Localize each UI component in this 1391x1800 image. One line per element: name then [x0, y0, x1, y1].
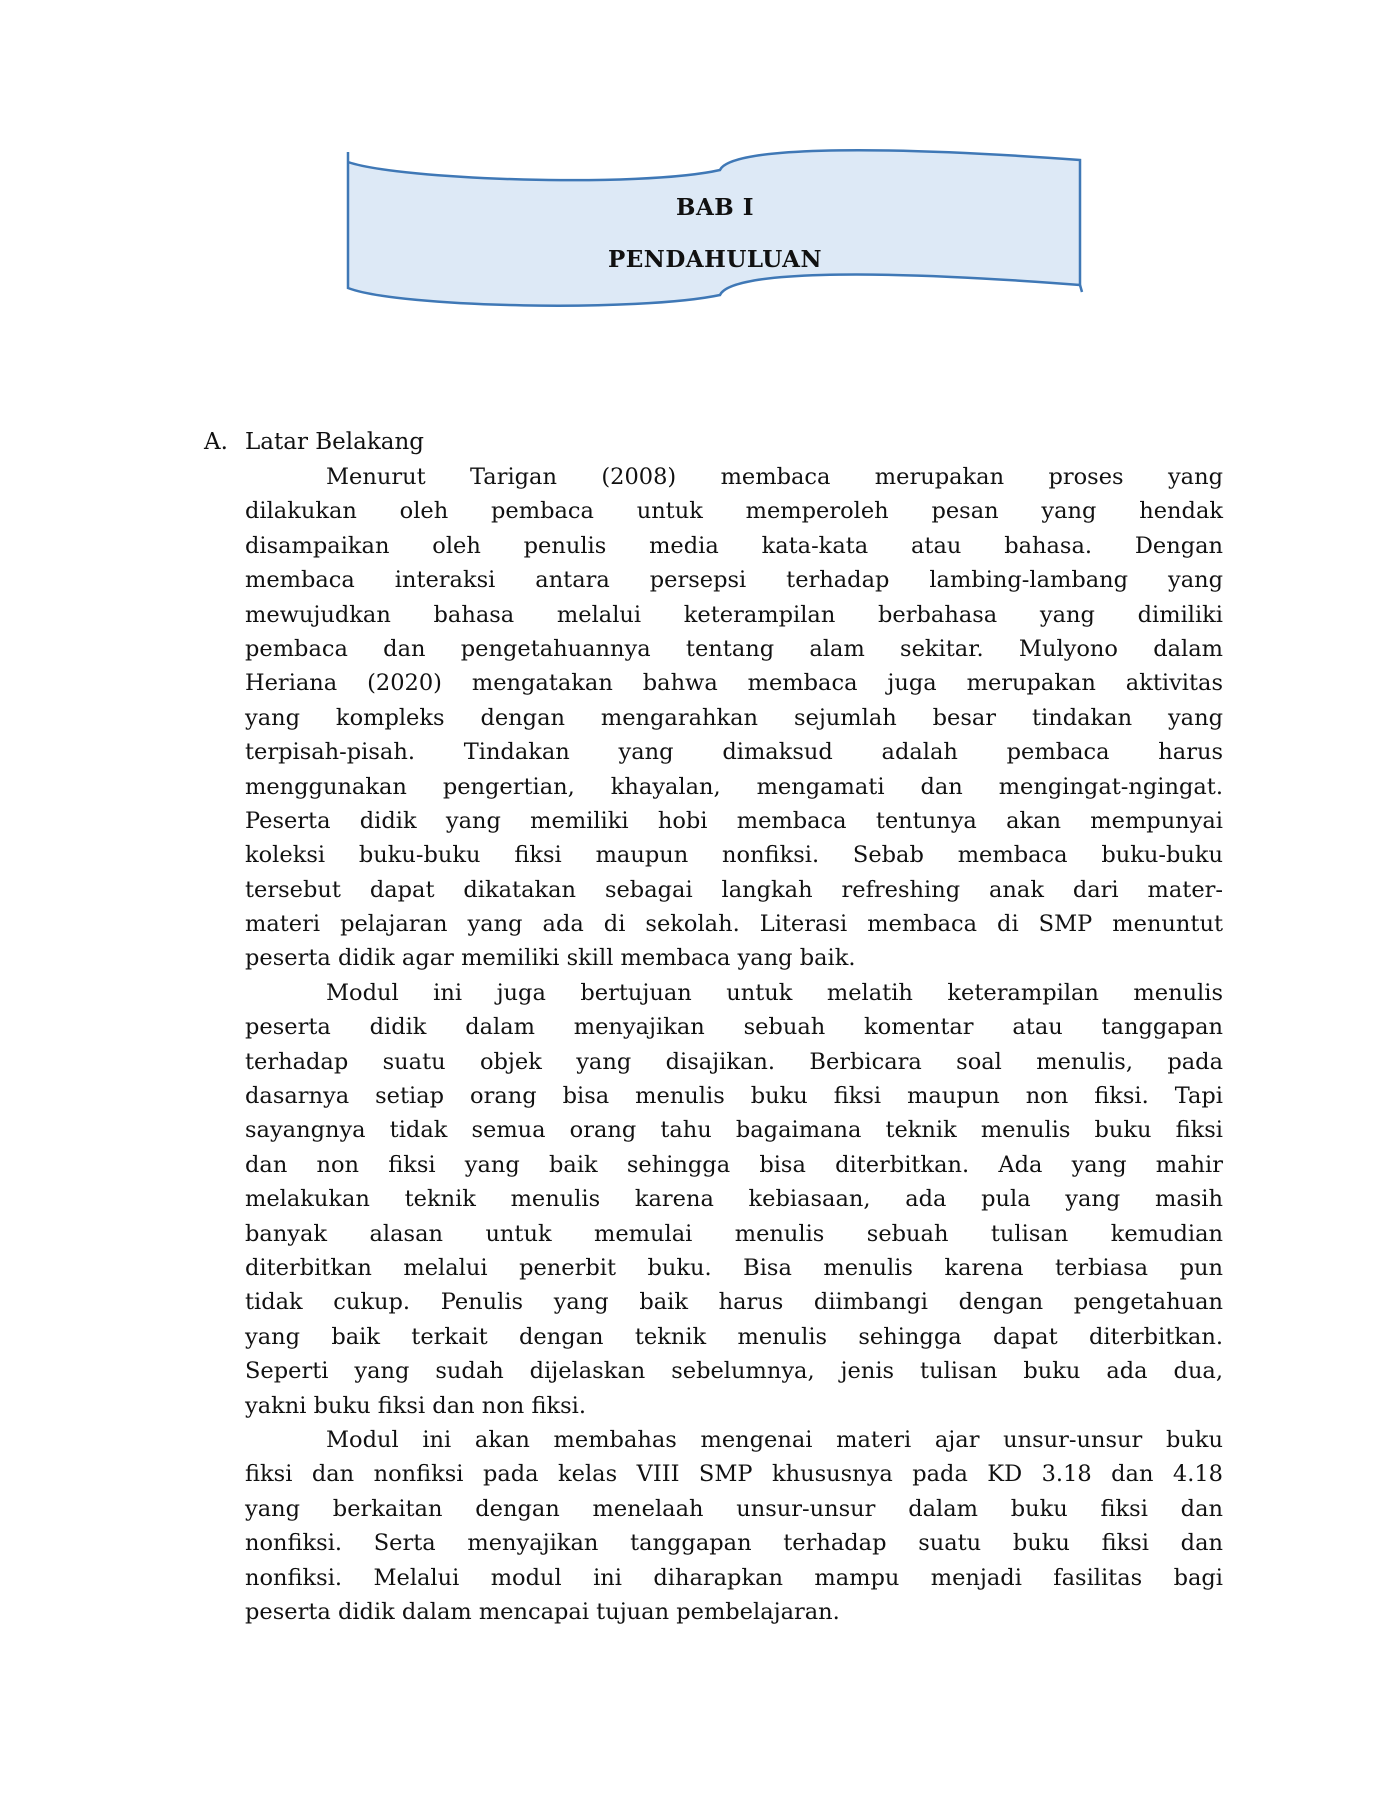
paragraph [245, 1423, 1223, 1629]
text-line: Menurut Tarigan (2008) membaca merupakan proses yang [326, 464, 1223, 490]
text-line: terhadap suatu objek yang disajikan. Berbicara soal menulis, pada [245, 1048, 1223, 1075]
text-line: Peserta didik yang memiliki hobi membaca tentunya akan mempunyai [245, 807, 1223, 834]
section-title: Latar Belakang [245, 429, 425, 455]
chapter-number: BAB I [676, 194, 754, 221]
text-line: dilakukan oleh pembaca untuk memperoleh pesan yang hendak [245, 498, 1223, 525]
section-number: A. [204, 429, 228, 455]
text-line: tidak cukup. Penulis yang baik harus diimbangi dengan pengetahuan [245, 1289, 1223, 1316]
text-line: Modul ini juga bertujuan untuk melatih keterampilan menulis [326, 979, 1223, 1006]
text-line: nonfiksi. Melalui modul ini diharapkan mampu menjadi fasilitas bagi [245, 1564, 1223, 1591]
text-line: nonfiksi. Serta menyajikan tanggapan terhadap suatu buku fiksi dan [245, 1530, 1223, 1557]
text-line: terpisah-pisah. Tindakan yang dimaksud adalah pembaca harus [245, 739, 1223, 766]
text-line: yakni buku fiksi dan non fiksi. [245, 1392, 586, 1419]
text-line: peserta didik agar memiliki skill membaca yang baik. [245, 945, 856, 972]
text-line: disampaikan oleh penulis media kata-kata atau bahasa. Dengan [245, 532, 1223, 559]
chapter-banner [340, 140, 1090, 340]
text-line: yang berkaitan dengan menelaah unsur-unsur dalam buku fiksi dan [245, 1495, 1223, 1522]
body-text [245, 460, 1223, 1629]
text-line: materi pelajaran yang ada di sekolah. Literasi membaca di SMP menuntut [245, 911, 1223, 938]
text-line: melakukan teknik menulis karena kebiasaan, ada pula yang masih [245, 1186, 1223, 1213]
text-line: pembaca dan pengetahuannya tentang alam sekitar. Mulyono dalam [245, 635, 1223, 662]
text-line: yang baik terkait dengan teknik menulis sehingga dapat diterbitkan. [245, 1323, 1223, 1350]
text-line: banyak alasan untuk memulai menulis sebuah tulisan kemudian [245, 1220, 1223, 1247]
paragraph [245, 460, 1223, 976]
text-line: Heriana (2020) mengatakan bahwa membaca juga merupakan aktivitas [245, 670, 1223, 697]
text-line: membaca interaksi antara persepsi terhadap lambing-lambang yang [245, 567, 1223, 594]
section-heading [204, 425, 424, 459]
banner-shape [340, 140, 1090, 340]
text-line: diterbitkan melalui penerbit buku. Bisa menulis karena terbiasa pun [245, 1254, 1223, 1281]
text-line: Modul ini akan membahas mengenai materi ajar unsur-unsur buku [326, 1426, 1223, 1453]
text-line: dan non fiksi yang baik sehingga bisa diterbitkan. Ada yang mahir [245, 1151, 1223, 1178]
text-line: yang kompleks dengan mengarahkan sejumlah besar tindakan yang [245, 704, 1223, 731]
text-line: mewujudkan bahasa melalui keterampilan berbahasa yang dimiliki [245, 601, 1223, 628]
text-line: Seperti yang sudah dijelaskan sebelumnya, jenis tulisan buku ada dua, [245, 1358, 1223, 1385]
text-line: peserta didik dalam menyajikan sebuah komentar atau tanggapan [245, 1014, 1223, 1041]
text-line: fiksi dan nonfiksi pada kelas VIII SMP khususnya pada KD 3.18 dan 4.18 [245, 1461, 1223, 1488]
chapter-title: PENDAHULUAN [607, 246, 823, 273]
text-line: menggunakan pengertian, khayalan, mengamati dan mengingat-ngingat. [245, 773, 1223, 800]
text-line: tersebut dapat dikatakan sebagai langkah refreshing anak dari mater- [245, 876, 1223, 903]
text-line: sayangnya tidak semua orang tahu bagaimana teknik menulis buku fiksi [245, 1117, 1223, 1144]
text-line: dasarnya setiap orang bisa menulis buku fiksi maupun non fiksi. Tapi [245, 1083, 1223, 1110]
text-line: koleksi buku-buku fiksi maupun nonfiksi. Sebab membaca buku-buku [245, 842, 1223, 869]
paragraph [245, 976, 1223, 1423]
text-line: peserta didik dalam mencapai tujuan pembelajaran. [245, 1598, 840, 1625]
